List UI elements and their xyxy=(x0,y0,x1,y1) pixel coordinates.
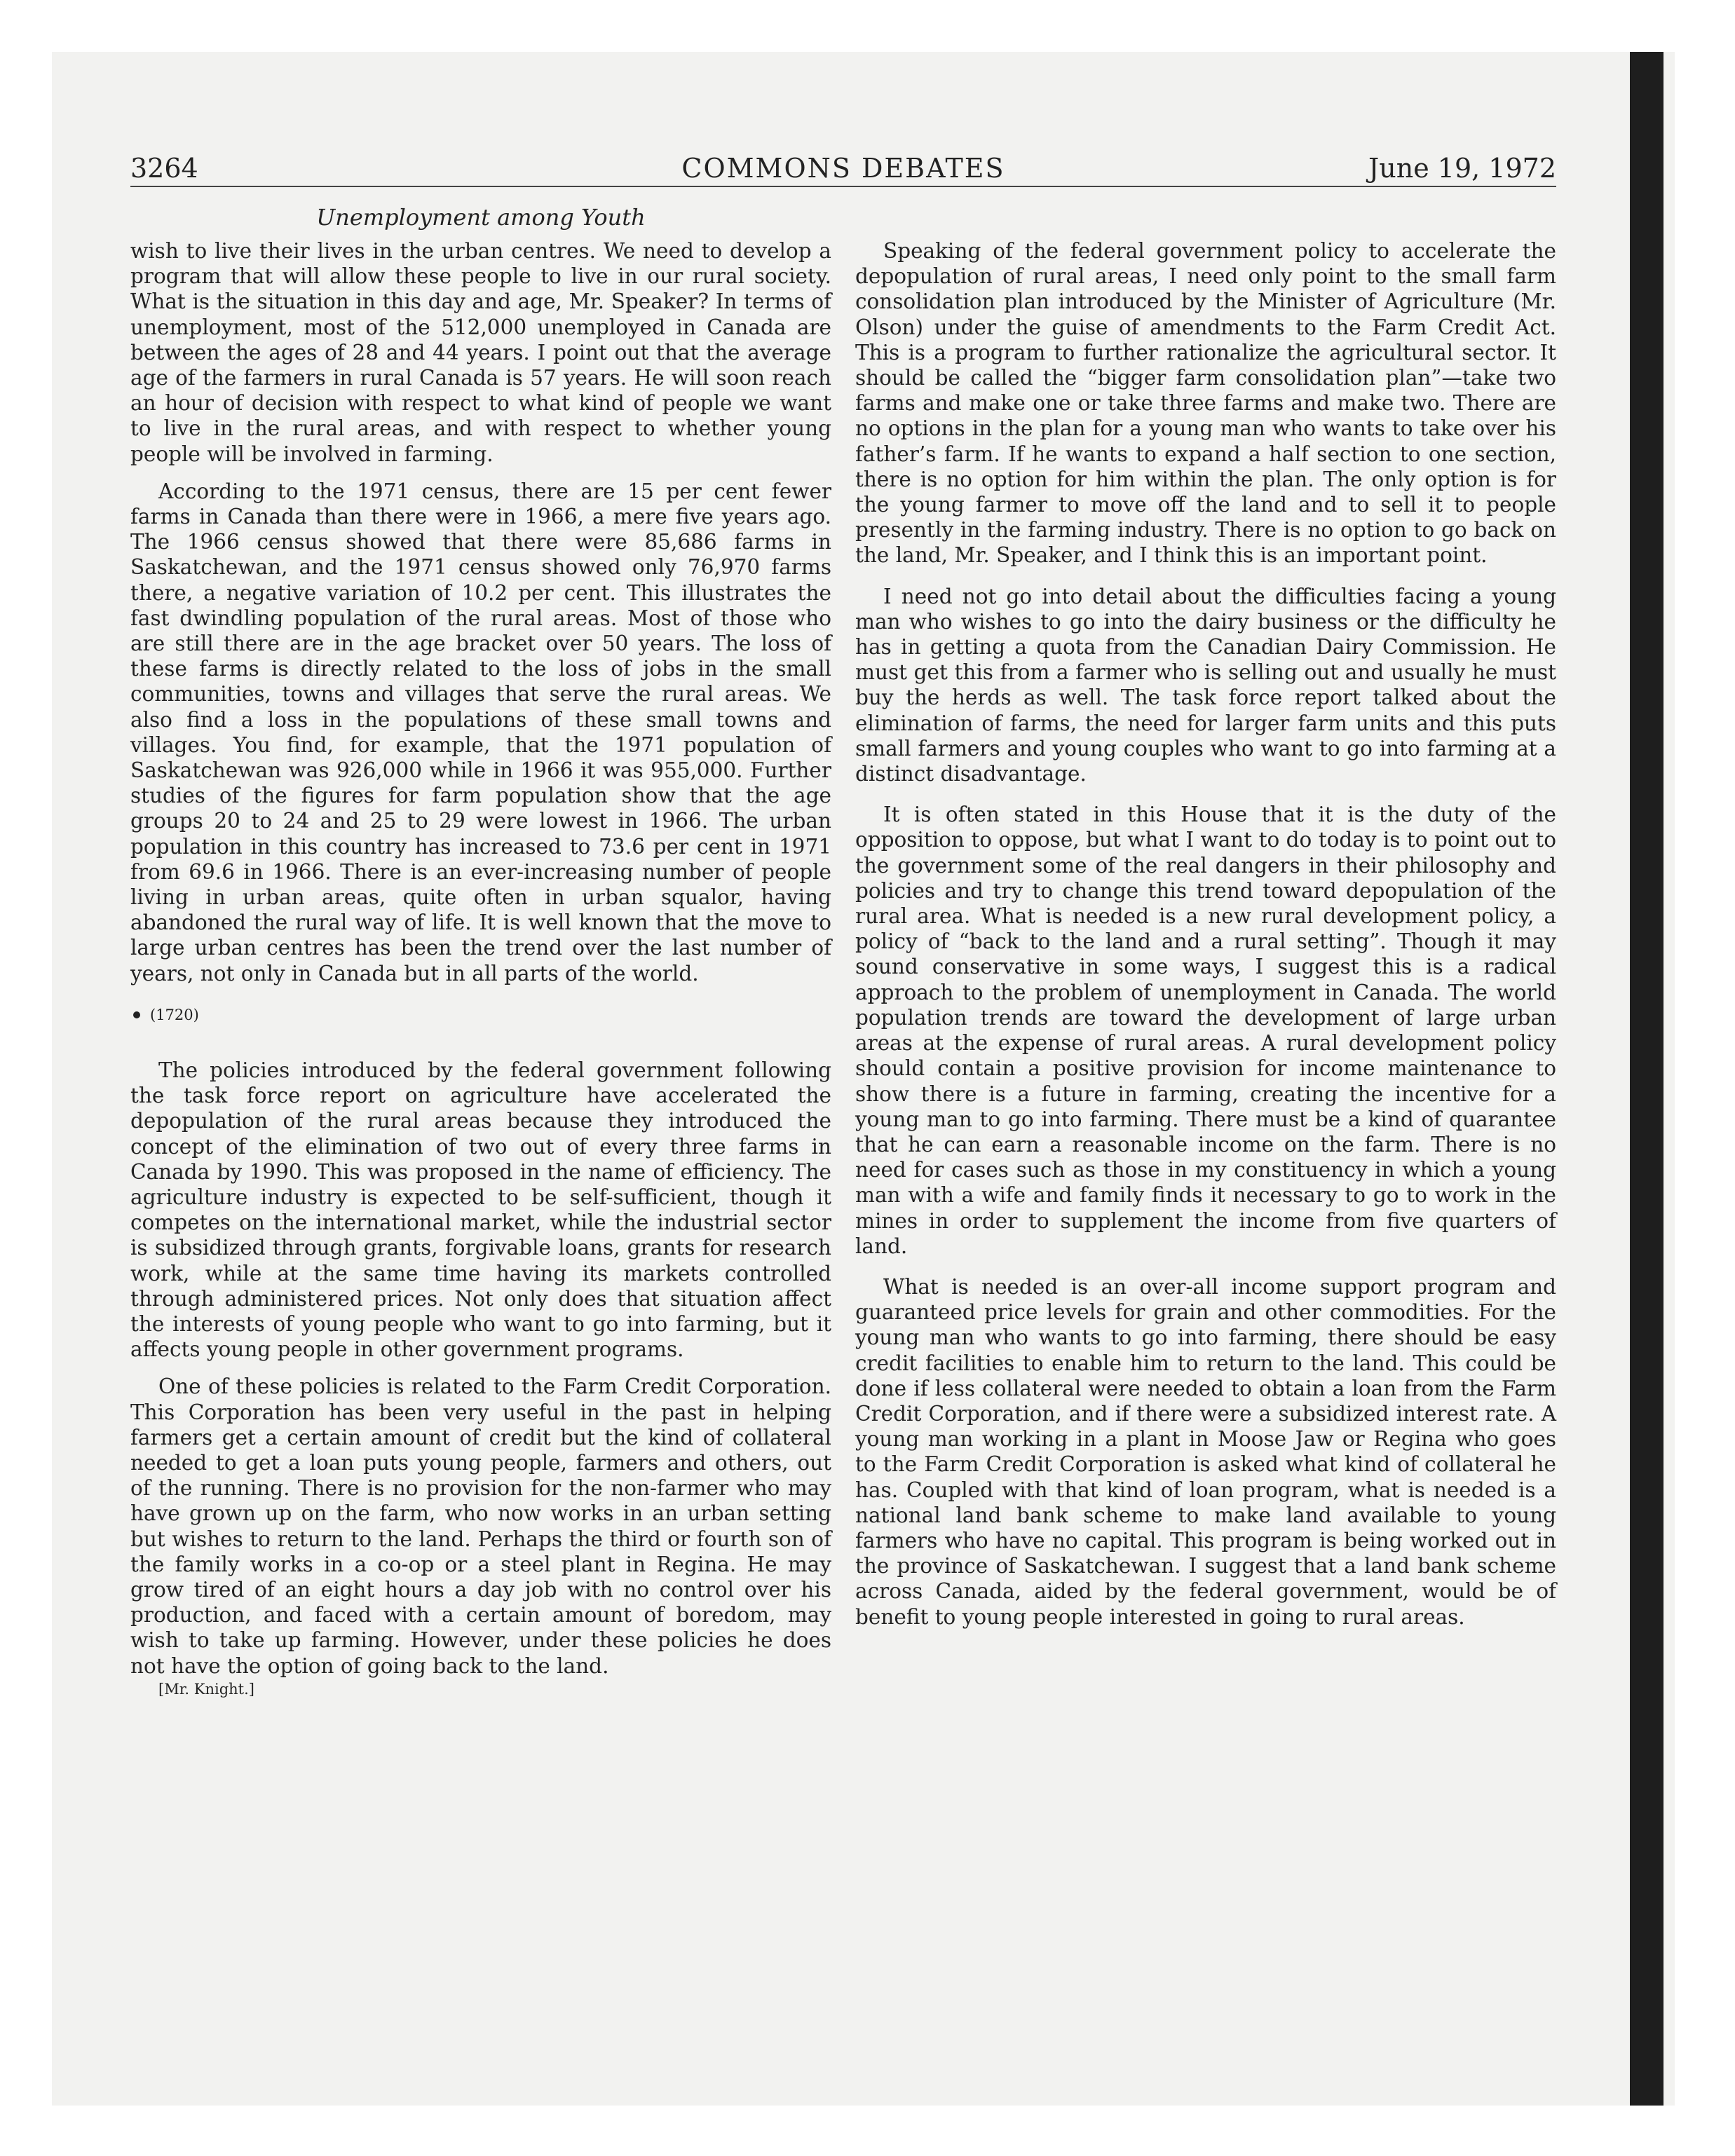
page-edge-shadow xyxy=(1630,52,1663,2106)
paragraph: One of these policies is related to the Farm Credit Corporation. This Corporation has been very useful in the past in helping farmers get a certain amount of credit but the kind of collateral needed to get a loan puts young people, farmers and others, out of the running. There is no provision for the non-farmer who may have grown up on the farm, who now works in an urban setting but wishes to return to the land. Perhaps the third or fourth son of the family works in a co-op or a steel plant in Regina. He may grow tired of an eight hours a day job with no control over his production, and faced with a certain amount of boredom, may wish to take up farming. However, under these policies he does not have the option of going back to the land. xyxy=(130,1374,831,1678)
bullet-icon xyxy=(133,1011,140,1018)
header-date: June 19, 1972 xyxy=(1368,153,1556,184)
speaker-attribution: [Mr. Knight.] xyxy=(158,1680,254,1698)
section-subheading: Unemployment among Youth xyxy=(316,204,646,231)
time-marker-text: (1720) xyxy=(150,1006,199,1023)
paragraph: What is needed is an over-all income support program and guaranteed price levels for grain and other commodities. For the young man who wants to go into farming, there should be easy credit facilities to enable him to return to the land. This could be done if less collateral were needed to obtain a loan from the Farm Credit Corporation, and if there were a subsidized interest rate. A young man working in a plant in Moose Jaw or Regina who goes to the Farm Credit Corporation is asked what kind of collateral he has. Coupled with that kind of loan program, what is needed is a national land bank scheme to make land available to young farmers who have no capital. This program is being worked out in the province of Saskatchewan. I suggest that a land bank scheme across Canada, aided by the federal government, would be of benefit to young people interested in going to rural areas. xyxy=(855,1274,1556,1629)
running-header xyxy=(130,151,1556,187)
right-column xyxy=(855,238,1556,1630)
page-number: 3264 xyxy=(130,153,198,184)
publication-title: COMMONS DEBATES xyxy=(681,153,1005,184)
paragraph: The policies introduced by the federal government following the task force report on agriculture have accelerated the depopulation of the rural areas because they introduced the concept of the elimination of two out of every three farms in Canada by 1990. This was proposed in the name of efficiency. The agriculture industry is expected to be self-sufficient, though it competes on the international market, while the industrial sector is subsidized through grants, forgivable loans, grants for research work, while at the same time having its markets controlled through administered prices. Not only does that situation affect the interests of young people who want to go into farming, but it affects young people in other government programs. xyxy=(130,1058,831,1362)
left-column xyxy=(130,238,831,1700)
time-marker xyxy=(130,1004,831,1025)
paragraph: According to the 1971 census, there are 15 per cent fewer farms in Canada than there were in 1966, a mere five years ago. The 1966 census showed that there were 85,686 farms in Saskatchewan, and the 1971 census showed only 76,970 farms there, a negative variation of 10.2 per cent. This illustrates the fast dwindling population of the rural areas. Most of those who are still there are in the age bracket over 50 years. The loss of these farms is directly related to the loss of jobs in the small communities, towns and villages that serve the rural areas. We also find a loss in the populations of these small towns and villages. You find, for example, that the 1971 population of Saskatchewan was 926,000 while in 1966 it was 955,000. Further studies of the figures for farm population show that the age groups 20 to 24 and 25 to 29 were lowest in 1966. The urban population in this country has increased to 73.6 per cent in 1971 from 69.6 in 1966. There is an ever-increasing number of people living in urban areas, quite often in urban squalor, having abandoned the rural way of life. It is well known that the move to large urban centres has been the trend over the last number of years, not only in Canada but in all parts of the world. xyxy=(130,479,831,985)
paragraph: It is often stated in this House that it is the duty of the opposition to oppose, but what I want to do today is to point out to the government some of the real dangers in their philosophy and policies and try to change this trend toward depopulation of the rural area. What is needed is a new rural development policy, a policy of “back to the land and a rural setting”. Though it may sound conservative in some ways, I suggest this is a radical approach to the problem of unemployment in Canada. The world population trends are toward the development of large urban areas at the expense of rural areas. A rural development policy should contain a positive provision for income maintenance to show there is a future in farming, creating the incentive for a young man to go into farming. There must be a kind of quarantee that he can earn a reasonable income on the farm. There is no need for cases such as those in my constituency in which a young man with a wife and family finds it necessary to go to work in the mines in order to supplement the income from five quarters of land. xyxy=(855,803,1556,1258)
paragraph: wish to live their lives in the urban centres. We need to develop a program that will allow these people to live in our rural society. What is the situation in this day and age, Mr. Speaker? In terms of unemployment, most of the 512,000 unemployed in Canada are between the ages of 28 and 44 years. I point out that the average age of the farmers in rural Canada is 57 years. He will soon reach an hour of decision with respect to what kind of people we want to live in the rural areas, and with respect to whether young people will be involved in farming. xyxy=(130,239,831,466)
paragraph: I need not go into detail about the difficulties facing a young man who wishes to go into the dairy business or the difficulty he has in getting a quota from the Canadian Dairy Commission. He must get this from a farmer who is selling out and usually he must buy the herds as well. The task force report talked about the elimination of farms, the need for larger farm units and this puts small farmers and young couples who want to go into farming at a distinct disadvantage. xyxy=(855,584,1556,786)
paragraph: Speaking of the federal government policy to accelerate the depopulation of rural areas, I need only point to the small farm consolidation plan introduced by the Minister of Agriculture (Mr. Olson) under the guise of amendments to the Farm Credit Act. This is a program to further rationalize the agricultural sector. It should be called the “bigger farm consolidation plan”—take two farms and make one or take three farms and make two. There are no options in the plan for a young man who wants to take over his father’s farm. If he wants to expand a half section to one section, there is no option for him within the plan. The only option is for the young farmer to move off the land and to sell it to people presently in the farming industry. There is no option to go back on the land, Mr. Speaker, and I think this is an important point. xyxy=(855,239,1556,568)
